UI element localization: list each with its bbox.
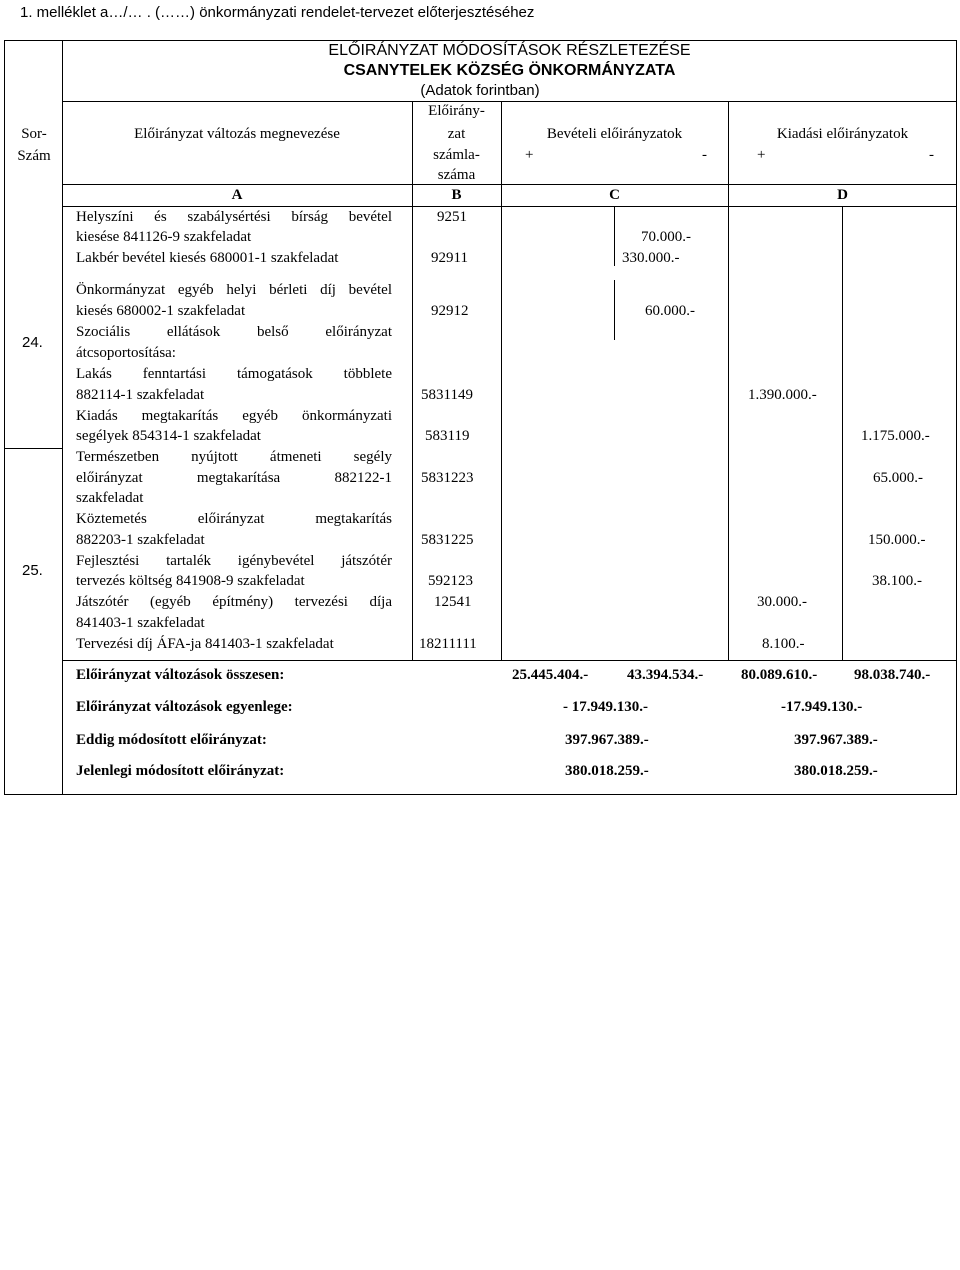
row-desc: segélyek 854314-1 szakfeladat	[76, 428, 261, 444]
summary-eddig-label: Eddig módosított előirányzat:	[76, 732, 267, 748]
row-amount: 65.000.-	[873, 470, 923, 486]
attachment-note: 1. melléklet a…/… . (……) önkormányzati rendelet-tervezet előterjesztéséhez	[20, 4, 535, 21]
row-account: 5831149	[421, 387, 473, 403]
row-amount: 38.100.-	[872, 573, 922, 589]
summary-osszesen-kiad-minus: 98.038.740.-	[854, 667, 931, 683]
col-letter-d: D	[837, 187, 848, 203]
row-desc: Szociális ellátások belső előirányzat	[76, 324, 392, 340]
col-beveteli-minus: -	[702, 147, 707, 163]
col-line-sub-3	[842, 206, 843, 660]
table-border-top	[4, 40, 957, 41]
row-account: 12541	[434, 594, 472, 610]
row-desc: 882114-1 szakfeladat	[76, 387, 205, 403]
summary-eddig-kiad: 397.967.389.-	[794, 732, 878, 748]
summary-osszesen-label: Előirányzat változások összesen:	[76, 667, 285, 683]
row-amount: 150.000.-	[868, 532, 926, 548]
row-amount: 1.175.000.-	[861, 428, 930, 444]
row-account: 5831223	[421, 470, 474, 486]
summary-egyenlege-bev: - 17.949.130.-	[563, 699, 648, 715]
table-border-right	[956, 40, 957, 795]
col-megnevezes: Előirányzat változás megnevezése	[134, 126, 340, 142]
col-kiadasi-plus: +	[757, 147, 766, 163]
summary-eddig-bev: 397.967.389.-	[565, 732, 649, 748]
row-desc: Helyszíni és szabálysértési bírság bevétel	[76, 209, 392, 225]
summary-jelenlegi-label: Jelenlegi módosított előirányzat:	[76, 763, 285, 779]
row-desc: Tervezési díj ÁFA-ja 841403-1 szakfeladat	[76, 636, 334, 652]
sor-number-24: 24.	[22, 334, 43, 351]
summary-osszesen-bev-plus: 25.445.404.-	[512, 667, 589, 683]
row-account: 92912	[431, 303, 469, 319]
row-desc: 841403-1 szakfeladat	[76, 615, 205, 631]
col-letter-a: A	[231, 187, 243, 203]
col-szamla-line2: zat	[447, 126, 466, 142]
row-account: 592123	[428, 573, 473, 589]
summary-osszesen-kiad-plus: 80.089.610.-	[741, 667, 818, 683]
row-account: 18211111	[419, 636, 477, 652]
sor-divider	[4, 448, 62, 449]
title-divider	[62, 101, 957, 102]
row-account: 5831225	[421, 532, 474, 548]
col-line-sub-2	[614, 280, 615, 340]
header-divider	[62, 184, 957, 185]
summary-divider	[62, 660, 957, 661]
col-beveteli: Bevételi előirányzatok	[546, 126, 683, 142]
col-line-4	[728, 101, 729, 660]
row-desc: Önkormányzat egyéb helyi bérleti díj bevétel	[76, 282, 392, 298]
col-sor-line2: Szám	[17, 148, 51, 164]
row-amount: 1.390.000.-	[748, 387, 817, 403]
col-beveteli-plus: +	[525, 147, 534, 163]
row-desc: 882203-1 szakfeladat	[76, 532, 205, 548]
row-account: 9251	[437, 209, 467, 225]
summary-osszesen-bev-minus: 43.394.534.-	[627, 667, 704, 683]
col-line-3	[501, 101, 502, 660]
row-desc: Lakbér bevétel kiesés 680001-1 szakfeladat	[76, 250, 339, 266]
col-letter-c: C	[609, 187, 620, 203]
row-desc: Játszótér (egyéb építmény) tervezési díja	[76, 594, 392, 610]
municipality-name: CSANYTELEK KÖZSÉG ÖNKORMÁNYZATA	[343, 62, 676, 79]
row-account: 92911	[431, 250, 468, 266]
table-border-bottom	[4, 794, 957, 795]
sor-number-25: 25.	[22, 562, 43, 579]
table-title: ELŐIRÁNYZAT MÓDOSÍTÁSOK RÉSZLETEZÉSE	[328, 42, 691, 59]
col-line-sub-1	[614, 206, 615, 266]
summary-jelenlegi-bev: 380.018.259.-	[565, 763, 649, 779]
row-desc: Köztemetés előirányzat megtakarítás	[76, 511, 392, 527]
col-line-2	[412, 101, 413, 660]
row-desc: tervezés költség 841908-9 szakfeladat	[76, 573, 305, 589]
col-szamla-line3: számla-	[433, 147, 480, 163]
table-border-left	[4, 40, 5, 795]
row-desc: kiesés 680002-1 szakfeladat	[76, 303, 246, 319]
row-desc: Kiadás megtakarítás egyéb önkormányzati	[76, 408, 392, 424]
row-amount: 70.000.-	[641, 229, 691, 245]
letters-divider	[62, 206, 957, 207]
row-desc: Természetben nyújtott átmeneti segély	[76, 449, 392, 465]
row-amount: 330.000.-	[622, 250, 680, 266]
row-desc: Lakás fenntartási támogatások többlete	[76, 366, 392, 382]
row-desc: előirányzat megtakarítása 882122-1	[76, 470, 392, 486]
col-szamla-line4: száma	[437, 167, 476, 183]
col-letter-b: B	[451, 187, 462, 203]
col-sor-line1: Sor-	[21, 126, 47, 142]
summary-jelenlegi-kiad: 380.018.259.-	[794, 763, 878, 779]
row-desc: Fejlesztési tartalék igénybevétel játszótér	[76, 553, 392, 569]
row-desc: átcsoportosítása:	[76, 345, 176, 361]
row-amount: 8.100.-	[762, 636, 805, 652]
col-kiadasi: Kiadási előirányzatok	[776, 126, 909, 142]
summary-egyenlege-label: Előirányzat változások egyenlege:	[76, 699, 293, 715]
summary-egyenlege-kiad: -17.949.130.-	[781, 699, 863, 715]
row-desc: kiesése 841126-9 szakfeladat	[76, 229, 252, 245]
col-line-1	[62, 40, 63, 795]
col-kiadasi-minus: -	[929, 147, 934, 163]
row-account: 583119	[425, 428, 470, 444]
row-amount: 60.000.-	[645, 303, 695, 319]
row-desc: szakfeladat	[76, 490, 144, 506]
row-amount: 30.000.-	[757, 594, 807, 610]
unit-note: (Adatok forintban)	[420, 82, 540, 99]
col-szamla-line1: Előirány-	[428, 103, 485, 119]
